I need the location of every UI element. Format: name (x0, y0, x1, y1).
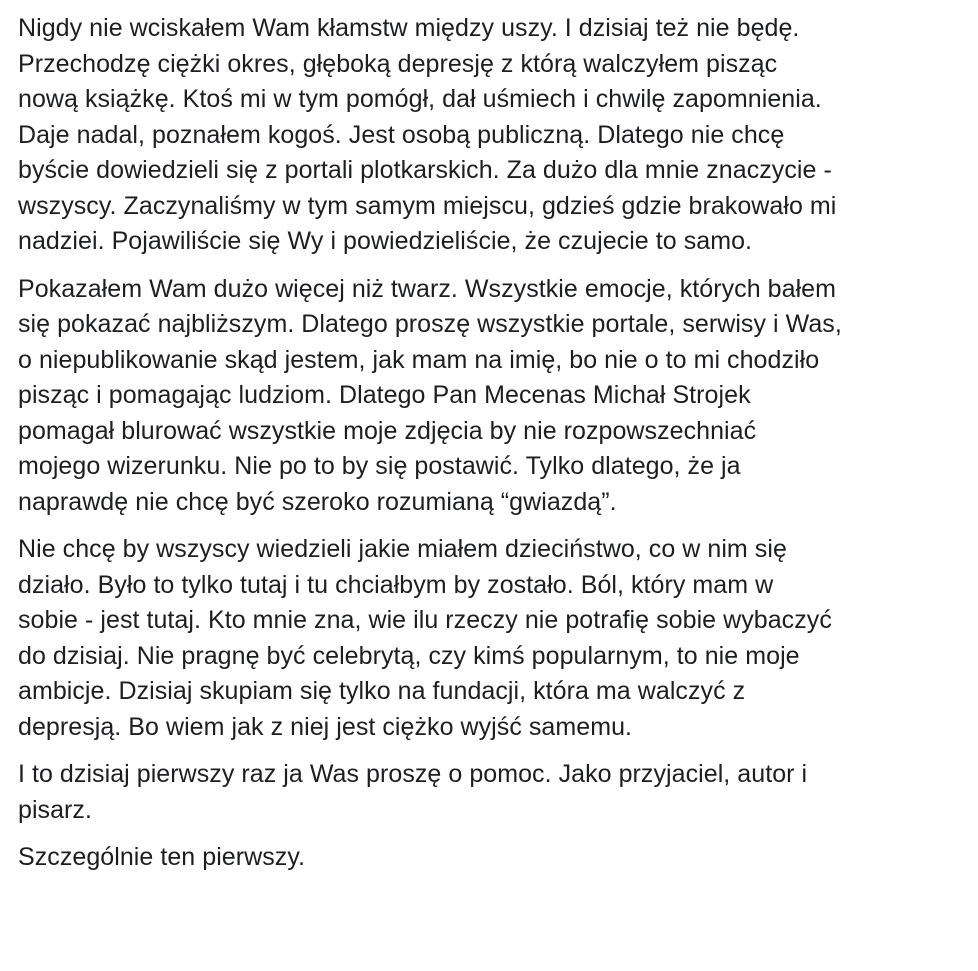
paragraph-5 (18, 840, 973, 876)
paragraph-4 (18, 757, 973, 828)
text-line: depresją. Bo wiem jak z niej jest ciężko wyjść samemu. (18, 712, 633, 741)
text-line: pisząc i pomagając ludziom. Dlatego Pan Mecenas Michał Strojek (18, 381, 751, 409)
text-line: Nigdy nie wciskałem Wam kłamstw między uszy. I dzisiaj też nie będę. (18, 14, 800, 42)
text-line: pisarz. (18, 795, 92, 824)
text-line: byście dowiedzieli się z portali plotkarskich. Za dużo dla mnie znaczycie - (18, 156, 832, 184)
text-line: I to dzisiaj pierwszy raz ja Was proszę o pomoc. Jako przyjaciel, autor i (18, 760, 808, 788)
text-line: Szczególnie ten pierwszy. (18, 843, 306, 871)
text-line: sobie - jest tutaj. Kto mnie zna, wie ilu rzeczy nie potrafię sobie wybaczyć (18, 606, 832, 634)
text-line: naprawdę nie chcę być szeroko rozumianą “gwiazdą”. (18, 487, 617, 516)
post-body (18, 11, 973, 888)
text-line: Daje nadal, poznałem kogoś. Jest osobą publiczną. Dlatego nie chcę (18, 120, 785, 149)
text-line: nadziei. Pojawiliście się Wy i powiedzieliście, że czujecie to samo. (18, 227, 753, 255)
paragraph-2 (18, 272, 973, 521)
text-line: nową książkę. Ktoś mi w tym pomógł, dał uśmiech i chwilę zapomnienia. (18, 85, 822, 113)
text-line: ambicje. Dzisiaj skupiam się tylko na fundacji, która ma walczyć z (18, 677, 746, 705)
paragraph-1 (18, 11, 973, 260)
text-line: pomagał blurować wszystkie moje zdjęcia by nie rozpowszechniać (18, 416, 757, 445)
text-line: się pokazać najbliższym. Dlatego proszę wszystkie portale, serwisy i Was, (18, 310, 842, 338)
text-line: Pokazałem Wam dużo więcej niż twarz. Wszystkie emocje, których bałem (18, 274, 836, 303)
text-line: o niepublikowanie skąd jestem, jak mam na imię, bo nie o to mi chodziło (18, 345, 820, 374)
text-line: Nie chcę by wszyscy wiedzieli jakie miałem dzieciństwo, co w nim się (18, 535, 787, 563)
text-line: wszyscy. Zaczynaliśmy w tym samym miejscu, gdzieś gdzie brakowało mi (18, 191, 837, 220)
text-line: Przechodzę ciężki okres, głęboką depresję z którą walczyłem pisząc (18, 49, 778, 78)
text-line: działo. Było to tylko tutaj i tu chciałbym by zostało. Ból, który mam w (18, 570, 774, 599)
text-line: mojego wizerunku. Nie po to by się postawić. Tylko dlatego, że ja (18, 452, 741, 480)
text-line: do dzisiaj. Nie pragnę być celebrytą, czy kimś popularnym, to nie moje (18, 641, 800, 670)
paragraph-3 (18, 532, 973, 745)
